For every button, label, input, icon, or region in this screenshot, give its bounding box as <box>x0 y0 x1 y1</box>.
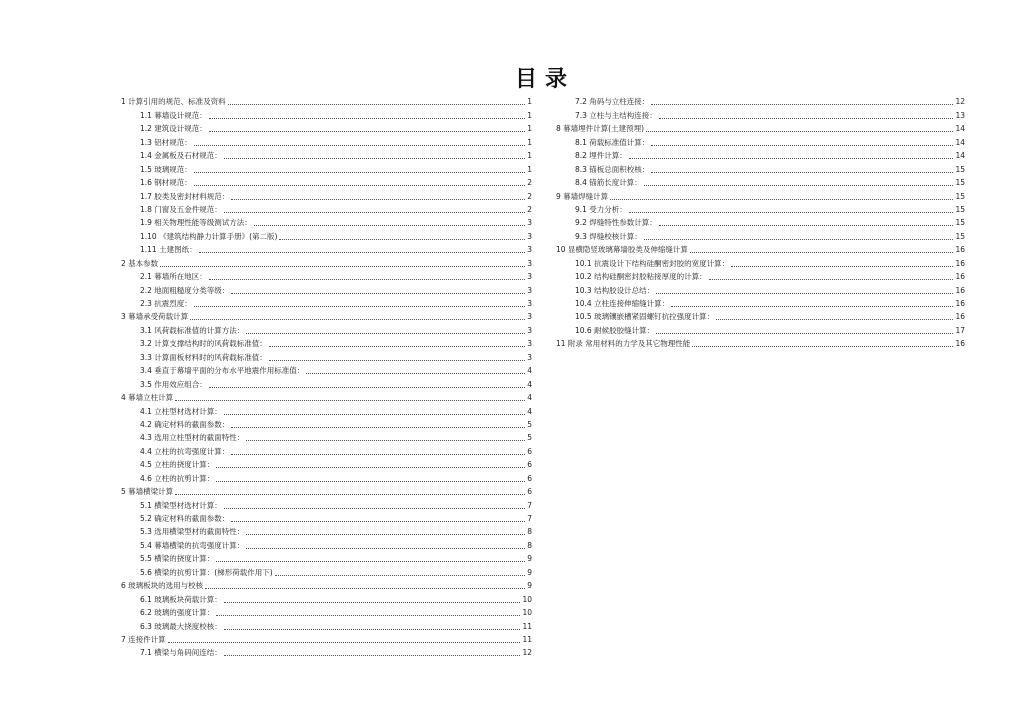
toc-dot-leader <box>160 266 525 267</box>
toc-dot-leader <box>216 481 525 482</box>
toc-entry-label: 5.1 横梁型材选材计算： <box>140 500 222 510</box>
toc-dot-leader <box>269 360 525 361</box>
toc-right-column <box>556 95 965 350</box>
toc-dot-leader <box>209 279 525 280</box>
toc-section-entry[interactable] <box>121 323 532 336</box>
toc-dot-leader <box>231 199 525 200</box>
toc-page-number: 16 <box>955 272 965 282</box>
toc-page-number: 3 <box>527 218 532 228</box>
toc-dot-leader <box>651 104 953 105</box>
toc-page-number: 3 <box>527 339 532 349</box>
toc-chapter-entry[interactable] <box>121 391 532 404</box>
toc-dot-leader <box>194 145 525 146</box>
toc-page-number: 10 <box>522 594 532 604</box>
toc-section-entry[interactable] <box>121 458 532 471</box>
toc-page-number: 15 <box>955 191 965 201</box>
toc-dot-leader <box>209 131 525 132</box>
toc-section-entry[interactable] <box>121 646 532 659</box>
toc-section-entry[interactable] <box>556 135 965 148</box>
toc-page-number: 15 <box>955 178 965 188</box>
toc-chapter-entry[interactable] <box>121 95 532 108</box>
toc-entry-label: 8.2 埋件计算： <box>575 151 627 161</box>
toc-entry-label: 3.5 作用效应组合： <box>140 379 207 389</box>
toc-section-entry[interactable] <box>121 377 532 390</box>
toc-page-number: 3 <box>527 352 532 362</box>
toc-page-number: 4 <box>527 366 532 376</box>
toc-entry-label: 10.3 结构胶设计总结： <box>575 285 655 295</box>
toc-dot-leader <box>231 293 525 294</box>
toc-page-number: 1 <box>527 137 532 147</box>
toc-chapter-entry[interactable] <box>121 256 532 269</box>
toc-page-number: 3 <box>527 231 532 241</box>
toc-entry-label: 5.3 选用横梁型材的截面特性： <box>140 527 245 537</box>
toc-dot-leader <box>646 131 953 132</box>
toc-section-entry[interactable] <box>121 619 532 632</box>
toc-entry-label: 9.1 受力分析： <box>575 204 627 214</box>
toc-section-entry[interactable] <box>556 270 965 283</box>
toc-section-entry[interactable] <box>121 512 532 525</box>
toc-dot-leader <box>246 534 525 535</box>
toc-entry-label: 5.6 横梁的抗剪计算：(梯形荷载作用下) <box>140 567 273 577</box>
toc-entry-label: 4.5 立柱的挠度计算： <box>140 460 215 470</box>
toc-page-number: 3 <box>527 312 532 322</box>
toc-dot-leader <box>656 293 953 294</box>
toc-section-entry[interactable] <box>121 444 532 457</box>
toc-left-column <box>121 95 532 659</box>
toc-entry-label: 7.3 立柱与主结构连接： <box>575 110 657 120</box>
toc-section-entry[interactable] <box>556 162 965 175</box>
toc-dot-leader <box>716 319 953 320</box>
toc-entry-label: 8 幕墙埋件计算(土建预埋) <box>556 124 645 134</box>
toc-chapter-entry[interactable] <box>556 337 965 350</box>
toc-dot-leader <box>224 212 525 213</box>
toc-entry-label: 6.2 玻璃的强度计算： <box>140 608 215 618</box>
toc-entry-label: 1.11 土建图纸： <box>140 245 197 255</box>
toc-page-number: 1 <box>527 151 532 161</box>
toc-entry-label: 1 计算引用的规范、标准及资料 <box>121 97 226 107</box>
toc-chapter-entry[interactable] <box>556 189 965 202</box>
toc-dot-leader <box>216 561 525 562</box>
toc-section-entry[interactable] <box>121 176 532 189</box>
toc-dot-leader <box>671 306 953 307</box>
toc-dot-leader <box>231 427 525 428</box>
toc-page-number: 9 <box>527 567 532 577</box>
toc-section-entry[interactable] <box>121 592 532 605</box>
toc-entry-label: 10.5 玻璃镶嵌槽紧固螺钉抗拉强度计算： <box>575 312 715 322</box>
toc-page-number: 3 <box>527 258 532 268</box>
toc-dot-leader <box>610 199 953 200</box>
toc-entry-label: 3 幕墙承受荷载计算 <box>121 312 189 322</box>
toc-section-entry[interactable] <box>121 122 532 135</box>
toc-page-number: 16 <box>955 258 965 268</box>
toc-entry-label: 1.5 玻璃规范： <box>140 164 192 174</box>
toc-entry-label: 6 玻璃板块的选用与校核 <box>121 581 204 591</box>
toc-section-entry[interactable] <box>121 149 532 162</box>
toc-section-entry[interactable] <box>121 203 532 216</box>
toc-entry-label: 8.4 锚筋长度计算： <box>575 178 642 188</box>
toc-page-number: 6 <box>527 446 532 456</box>
toc-page-number: 6 <box>527 460 532 470</box>
toc-page-number: 3 <box>527 299 532 308</box>
toc-entry-label: 7 连接件计算 <box>121 634 166 644</box>
toc-entry-label: 11 附录 常用材料的力学及其它物理性能 <box>556 339 691 349</box>
toc-dot-leader <box>709 279 954 280</box>
toc-entry-label: 5.2 确定材料的截面参数： <box>140 514 230 523</box>
toc-page-number: 16 <box>955 245 965 255</box>
toc-page-number: 15 <box>955 204 965 214</box>
page-title: 目录 <box>514 66 575 92</box>
toc-entry-label: 3.4 垂直于幕墙平面的分布水平地震作用标准值： <box>140 366 305 376</box>
toc-dot-leader <box>690 252 954 253</box>
toc-entry-label: 4.6 立柱的抗剪计算： <box>140 473 215 483</box>
toc-section-entry[interactable] <box>121 297 532 310</box>
toc-dot-leader <box>228 104 526 105</box>
toc-page-number: 16 <box>955 339 965 349</box>
toc-dot-leader <box>224 414 525 415</box>
toc-dot-leader <box>224 158 525 159</box>
toc-section-entry[interactable] <box>121 270 532 283</box>
toc-entry-label: 9.2 焊缝特性参数计算： <box>575 218 657 228</box>
toc-page-number: 12 <box>522 648 532 658</box>
toc-page-number: 3 <box>527 245 532 255</box>
toc-dot-leader <box>190 319 525 320</box>
toc-entry-label: 1.6 钢材规范： <box>140 178 192 188</box>
toc-section-entry[interactable] <box>121 565 532 578</box>
toc-page-number: 14 <box>955 124 965 134</box>
toc-page-number: 7 <box>527 514 532 523</box>
toc-dot-leader <box>644 185 954 186</box>
toc-dot-leader <box>246 440 525 441</box>
toc-page-number: 17 <box>955 325 965 335</box>
toc-entry-label: 6.1 玻璃板块荷载计算： <box>140 594 222 604</box>
toc-dot-leader <box>216 615 520 616</box>
toc-page-number: 1 <box>527 164 532 174</box>
toc-page-number: 15 <box>955 164 965 174</box>
toc-dot-leader <box>224 629 521 630</box>
toc-dot-leader <box>224 508 525 509</box>
toc-dot-leader <box>194 185 525 186</box>
toc-section-entry[interactable] <box>121 606 532 619</box>
toc-dot-leader <box>246 333 525 334</box>
toc-section-entry[interactable] <box>121 108 532 121</box>
toc-section-entry[interactable] <box>556 108 965 121</box>
toc-section-entry[interactable] <box>556 310 965 323</box>
toc-dot-leader <box>656 333 953 334</box>
toc-page-number: 11 <box>522 634 532 644</box>
toc-page-number: 6 <box>527 473 532 483</box>
toc-entry-label: 7.2 角码与立柱连接： <box>575 97 650 107</box>
toc-entry-label: 1.9 相关物理性能等级测试方法： <box>140 218 252 228</box>
toc-dot-leader <box>659 225 954 226</box>
toc-section-entry[interactable] <box>121 498 532 511</box>
toc-page-number: 5 <box>527 433 532 443</box>
toc-entry-label: 10.6 耐候胶胶缝计算： <box>575 325 655 335</box>
toc-section-entry[interactable] <box>556 256 965 269</box>
toc-entry-label: 5 幕墙横梁计算 <box>121 487 174 497</box>
toc-dot-leader <box>629 158 954 159</box>
toc-entry-label: 4.1 立柱型材选材计算： <box>140 406 222 416</box>
toc-section-entry[interactable] <box>121 404 532 417</box>
toc-page-number: 3 <box>527 272 532 282</box>
toc-page-number: 4 <box>527 406 532 416</box>
toc-page-number: 8 <box>527 540 532 550</box>
toc-section-entry[interactable] <box>121 337 532 350</box>
toc-page-number: 16 <box>955 299 965 308</box>
toc-entry-label: 1.2 建筑设计规范： <box>140 124 207 134</box>
toc-dot-leader <box>175 494 525 495</box>
toc-section-entry[interactable] <box>121 364 532 377</box>
toc-dot-leader <box>209 118 525 119</box>
toc-chapter-entry[interactable] <box>121 633 532 646</box>
toc-dot-leader <box>279 239 525 240</box>
toc-entry-label: 2.1 幕墙所在地区： <box>140 272 207 282</box>
toc-entry-label: 4.3 选用立柱型材的截面特性： <box>140 433 245 443</box>
toc-page-number: 15 <box>955 218 965 228</box>
toc-section-entry[interactable] <box>556 216 965 229</box>
toc-page-number: 16 <box>955 285 965 295</box>
toc-page-number: 3 <box>527 285 532 295</box>
toc-entry-label: 1.8 门窗及五金件规范： <box>140 204 222 214</box>
toc-chapter-entry[interactable] <box>556 243 965 256</box>
toc-dot-leader <box>175 400 525 401</box>
toc-page-number: 14 <box>955 151 965 161</box>
toc-page-number: 15 <box>955 231 965 241</box>
toc-page-number: 2 <box>527 178 532 188</box>
toc-entry-label: 9.3 焊缝校核计算： <box>575 231 642 241</box>
toc-dot-leader <box>275 575 526 576</box>
toc-dot-leader <box>194 172 525 173</box>
toc-page-number: 8 <box>527 527 532 537</box>
toc-entry-label: 10.2 结构硅酮密封胶粘接厚度的计算： <box>575 272 707 282</box>
toc-entry-label: 10 显横隐竖玻璃幕墙胶类及伸缩缝计算 <box>556 245 688 255</box>
toc-section-entry[interactable] <box>121 350 532 363</box>
toc-dot-leader <box>651 145 953 146</box>
toc-chapter-entry[interactable] <box>556 122 965 135</box>
toc-section-entry[interactable] <box>556 176 965 189</box>
toc-entry-label: 7.1 横梁与角码间连结： <box>140 648 222 658</box>
toc-entry-label: 4.4 立柱的抗弯强度计算： <box>140 446 230 456</box>
toc-section-entry[interactable] <box>121 216 532 229</box>
toc-section-entry[interactable] <box>121 229 532 242</box>
toc-section-entry[interactable] <box>121 525 532 538</box>
toc-chapter-entry[interactable] <box>121 579 532 592</box>
toc-entry-label: 1.7 胶类及密封材料规范： <box>140 191 230 201</box>
toc-page-number: 2 <box>527 204 532 214</box>
toc-chapter-entry[interactable] <box>121 485 532 498</box>
toc-page-number: 1 <box>527 110 532 120</box>
toc-section-entry[interactable] <box>121 162 532 175</box>
toc-page-number: 1 <box>527 97 532 107</box>
toc-section-entry[interactable] <box>556 203 965 216</box>
toc-entry-label: 3.3 计算面板材料时的风荷载标准值： <box>140 352 267 362</box>
toc-section-entry[interactable] <box>121 283 532 296</box>
toc-entry-label: 2.3 抗震烈度： <box>140 299 192 308</box>
toc-page-number: 12 <box>955 97 965 107</box>
toc-dot-leader <box>644 239 954 240</box>
toc-section-entry[interactable] <box>121 135 532 148</box>
toc-dot-leader <box>205 588 525 589</box>
toc-entry-label: 3.2 计算支撑结构时的风荷载标准值： <box>140 339 267 349</box>
toc-entry-label: 10.4 立柱连接伸缩缝计算： <box>575 299 670 308</box>
toc-section-entry[interactable] <box>556 149 965 162</box>
toc-entry-label: 2 基本参数 <box>121 258 159 268</box>
toc-page-number: 5 <box>527 419 532 429</box>
toc-section-entry[interactable] <box>121 243 532 256</box>
toc-dot-leader <box>692 346 953 347</box>
toc-entry-label: 1.3 铝材规范： <box>140 137 192 147</box>
toc-dot-leader <box>199 252 526 253</box>
toc-dot-leader <box>224 602 521 603</box>
toc-dot-leader <box>216 467 525 468</box>
toc-section-entry[interactable] <box>556 229 965 242</box>
toc-dot-leader <box>231 454 525 455</box>
toc-page-number: 4 <box>527 393 532 403</box>
toc-section-entry[interactable] <box>121 538 532 551</box>
toc-entry-label: 10.1 抗震设计下结构硅酮密封胶的宽度计算： <box>575 258 730 268</box>
toc-section-entry[interactable] <box>121 418 532 431</box>
toc-dot-leader <box>231 521 525 522</box>
toc-dot-leader <box>659 118 954 119</box>
toc-chapter-entry[interactable] <box>121 310 532 323</box>
toc-entry-label: 2.2 地面粗糙度分类等级： <box>140 285 230 295</box>
toc-page-number: 9 <box>527 581 532 591</box>
toc-section-entry[interactable] <box>121 431 532 444</box>
toc-section-entry[interactable] <box>556 283 965 296</box>
toc-section-entry[interactable] <box>121 471 532 484</box>
toc-page-number: 7 <box>527 500 532 510</box>
toc-entry-label: 3.1 风荷载标准值的计算方法： <box>140 325 245 335</box>
toc-page-number: 13 <box>955 110 965 120</box>
toc-section-entry[interactable] <box>121 552 532 565</box>
toc-section-entry[interactable] <box>556 323 965 336</box>
toc-entry-label: 4.2 确定材料的截面参数： <box>140 419 230 429</box>
toc-entry-label: 4 幕墙立柱计算 <box>121 393 174 403</box>
toc-entry-label: 9 幕墙焊缝计算 <box>556 191 609 201</box>
toc-dot-leader <box>269 346 525 347</box>
toc-page-number: 1 <box>527 124 532 134</box>
toc-section-entry[interactable] <box>121 189 532 202</box>
toc-entry-label: 1.4 金属板及石材规范： <box>140 151 222 161</box>
toc-section-entry[interactable] <box>556 297 965 310</box>
toc-entry-label: 8.1 荷载标准值计算： <box>575 137 650 147</box>
toc-page-number: 4 <box>527 379 532 389</box>
toc-dot-leader <box>651 172 953 173</box>
toc-page-number: 10 <box>522 608 532 618</box>
toc-page-number: 14 <box>955 137 965 147</box>
toc-entry-label: 6.3 玻璃最大挠度校核： <box>140 621 222 631</box>
toc-page-number: 6 <box>527 487 532 497</box>
toc-dot-leader <box>731 266 953 267</box>
toc-entry-label: 8.3 锚板总面积校核： <box>575 164 650 174</box>
toc-dot-leader <box>194 306 525 307</box>
toc-entry-label: 1.10 《建筑结构静力计算手册》(第二版) <box>140 231 278 241</box>
toc-entry-label: 1.1 幕墙设计规范： <box>140 110 207 120</box>
toc-dot-leader <box>224 655 521 656</box>
toc-section-entry[interactable] <box>556 95 965 108</box>
toc-page-number: 2 <box>527 191 532 201</box>
toc-dot-leader <box>246 548 525 549</box>
toc-dot-leader <box>254 225 525 226</box>
toc-page-number: 9 <box>527 554 532 564</box>
toc-entry-label: 5.5 横梁的挠度计算： <box>140 554 215 564</box>
toc-page-number: 11 <box>522 621 532 631</box>
toc-dot-leader <box>209 387 525 388</box>
toc-dot-leader <box>168 642 521 643</box>
toc-page-number: 16 <box>955 312 965 322</box>
toc-entry-label: 5.4 幕墙横梁的抗弯强度计算： <box>140 540 245 550</box>
toc-page-number: 3 <box>527 325 532 335</box>
toc-dot-leader <box>629 212 954 213</box>
toc-dot-leader <box>306 373 525 374</box>
